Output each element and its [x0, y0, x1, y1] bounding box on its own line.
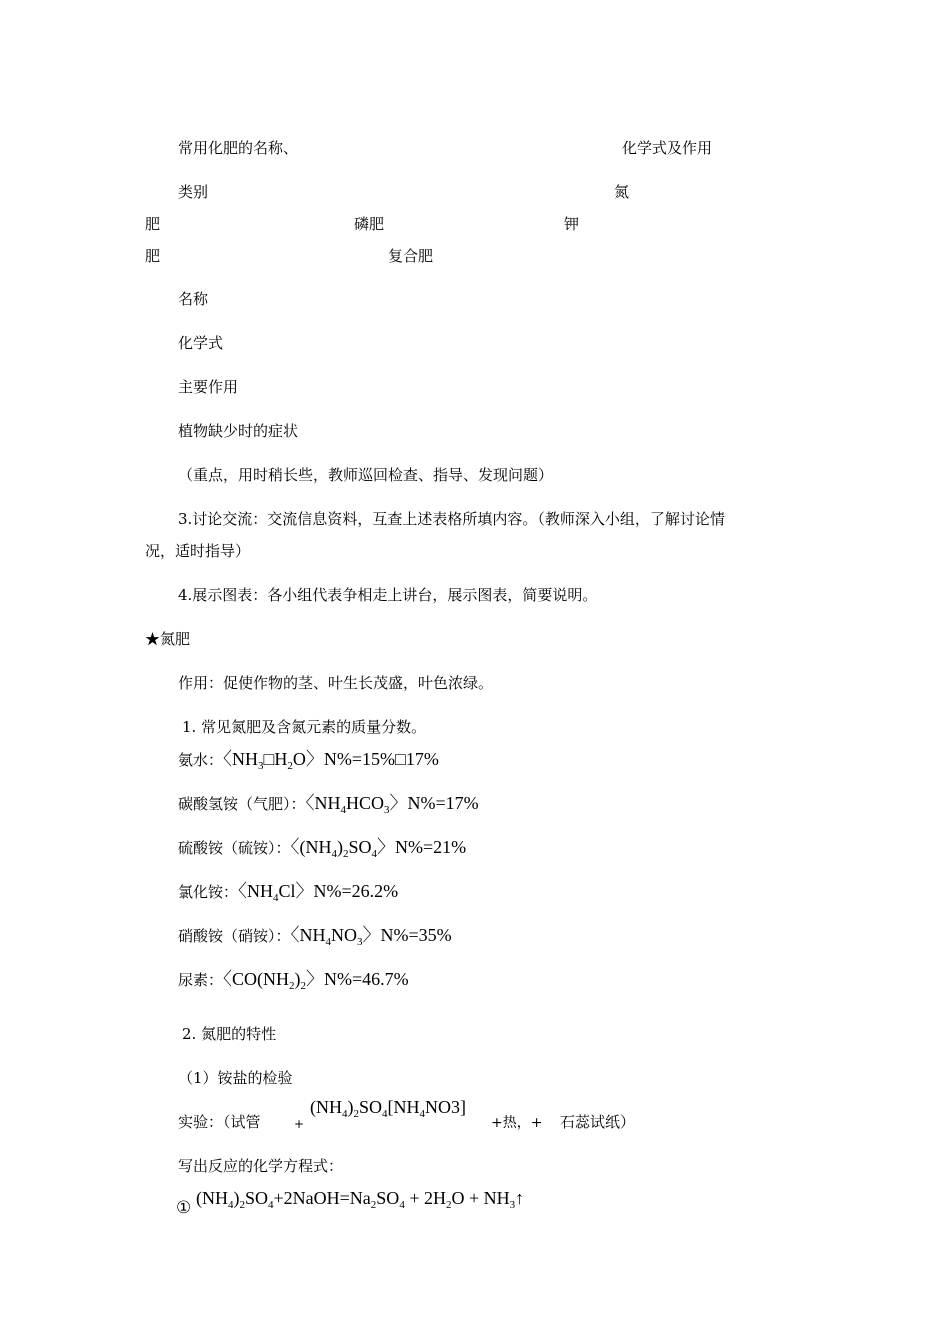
row-symptom: 植物缺少时的症状: [178, 422, 299, 440]
fertilizer-formula: 〈$NH_4NO_3$〉N%=35%: [290, 925, 452, 948]
teacher-note: （重点，用时稍长些，教师巡回检查、指导、发现问题）: [178, 466, 554, 484]
fertilizer-item-urea: [178, 969, 409, 992]
fertilizer-item-ammonium-chloride: [178, 881, 399, 904]
header-nitrogen-b: 肥: [145, 215, 161, 233]
experiment-litmus: 石蕊试纸）: [560, 1113, 636, 1131]
fertilizer-formula: 〈$(NH_4)_2SO_4$〉N%=21%: [290, 837, 467, 860]
write-equation-prompt: 写出反应的化学方程式：: [178, 1157, 344, 1175]
experiment-heat: +热，+: [491, 1115, 543, 1131]
fertilizer-formula: 〈$NH_3□H_2O$〉N%=15%□17%: [223, 749, 439, 772]
table-title-right: 化学式及作用: [622, 139, 713, 157]
fertilizer-label: 硝酸铵（硝铵）：: [178, 927, 291, 945]
experiment-plus: +: [294, 1117, 305, 1131]
step4: 4.展示图表：各小组代表争相走上讲台，展示图表，简要说明。: [178, 586, 598, 604]
fertilizer-formula: 〈$NH_4Cl$〉N%=26.2%: [238, 881, 399, 904]
fertilizer-item-ammonium-nitrate: [178, 925, 452, 948]
row-formula: 化学式: [178, 334, 224, 352]
table-title-left: 常用化肥的名称、: [178, 139, 299, 157]
fertilizer-formula: 〈$CO(NH_2)_2$〉N%=46.7%: [223, 969, 409, 992]
row-function: 主要作用: [178, 378, 239, 396]
equation-marker: ①: [176, 1198, 192, 1218]
item1-title: 1. 常见氮肥及含氮元素的质量分数。: [182, 718, 427, 736]
experiment-label: 实验：（试管: [178, 1113, 261, 1131]
effect-text: 作用：促使作物的茎、叶生长茂盛，叶色浓绿。: [178, 674, 494, 692]
fertilizer-item-ammonium-sulfate: [178, 837, 467, 860]
fertilizer-formula: 〈$NH_4HCO_3$〉N%=17%: [305, 793, 479, 816]
experiment-formula: $(NH_4)_2SO_4[NH_4NO3]$: [310, 1097, 467, 1120]
fertilizer-label: 硫酸铵（硫铵）：: [178, 839, 291, 857]
step3-line1: 3.讨论交流：交流信息资料，互查上述表格所填内容。（教师深入小组，了解讨论情: [178, 510, 725, 528]
header-category: 类别: [178, 183, 209, 201]
row-name: 名称: [178, 290, 209, 308]
fertilizer-label: 尿素：: [178, 971, 224, 989]
header-potassium-b: 肥: [145, 247, 161, 265]
fertilizer-label: 氨水：: [178, 751, 224, 769]
equation-formula: $(NH_4)_2SO_4+2NaOH=Na_2SO_4 + 2H_2O$ + $NH_3↑$: [196, 1188, 525, 1211]
fertilizer-label: 氯化铵：: [178, 883, 239, 901]
sub1-title: （1）铵盐的检验: [178, 1069, 293, 1087]
fertilizer-item-ammonium-bicarbonate: [178, 793, 479, 816]
fertilizer-label: 碳酸氢铵（气肥）：: [178, 795, 306, 813]
header-nitrogen-a: 氮: [614, 183, 630, 201]
item2-title: 2. 氮肥的特性: [182, 1025, 277, 1043]
step3-line2: 况，适时指导）: [145, 542, 251, 560]
header-compound: 复合肥: [388, 247, 434, 265]
header-phosphorus: 磷肥: [354, 215, 385, 233]
section-heading: ★氮肥: [145, 630, 191, 648]
header-potassium-a: 钾: [564, 215, 580, 233]
fertilizer-item-ammonia-water: [178, 749, 439, 772]
